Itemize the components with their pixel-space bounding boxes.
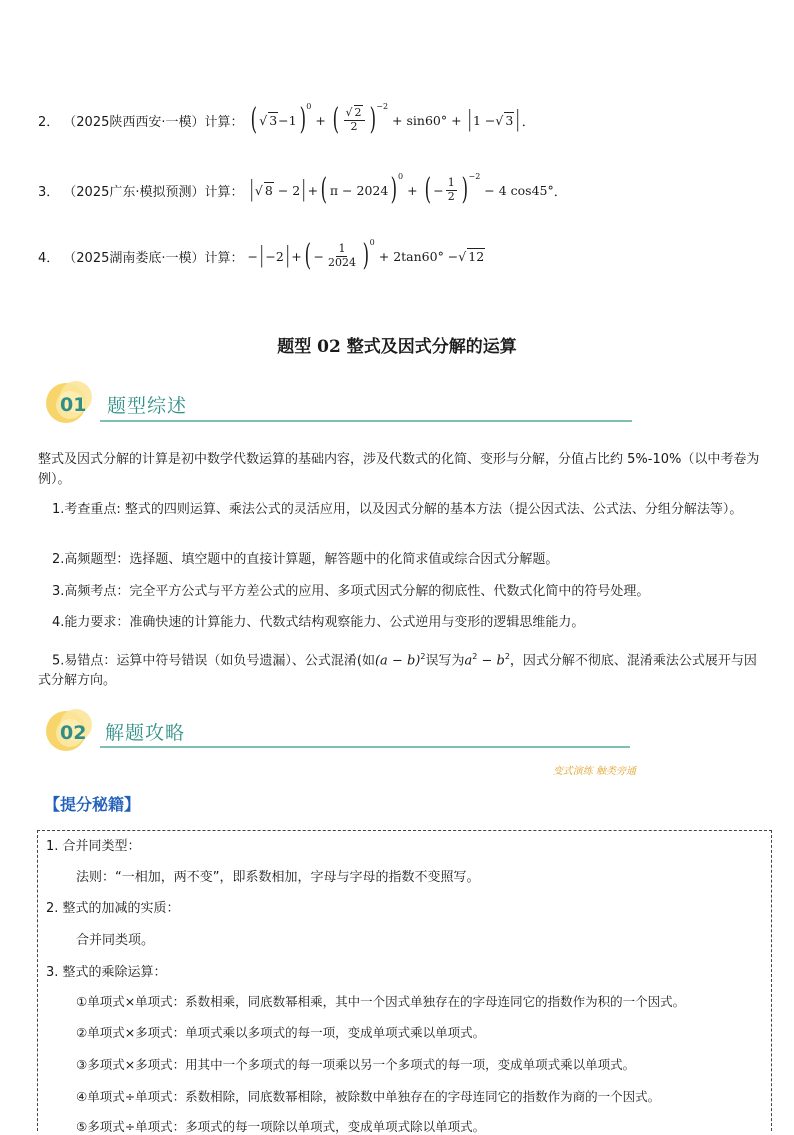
page-title: 题型 02 整式及因式分解的运算 xyxy=(277,337,517,357)
question-expression: ( √ 3 −1 ) 0 + ( $\frac{√ 2}{2}$ ) −2 + sin60° + | 1 − √ 3 | xyxy=(250,101,520,137)
question-2: 2． （2025陕西西安·一模）计算： ( √ 3 −1 ) 0 + ( $\frac{√ 2}{2}$ ) −2 + sin60° + | 1 − √ 3 | ． xyxy=(38,101,535,137)
tip-heading: 2. 整式的加减的实质： xyxy=(46,901,180,916)
section-divider xyxy=(100,420,632,422)
tip-rule: ④单项式÷单项式：系数相除，同底数幂相除，被除数中单独存在的字母连同它的指数作为商的一个因式。 xyxy=(76,1089,661,1104)
overview-point: 3.高频考点：完全平方公式与平方差公式的应用、多项式因式分解的彻底性、代数式化简中的符号处理。 xyxy=(52,584,650,599)
tip-heading: 3. 整式的乘除运算： xyxy=(46,965,167,980)
tips-box xyxy=(37,830,772,1134)
question-number: 2． xyxy=(38,114,60,130)
section-hint: 变式演练 触类旁通 xyxy=(552,766,636,777)
tip-rule: ③多项式×多项式：用其中一个多项式的每一项乘以另一个多项式的每一项，变成单项式乘以单项式。 xyxy=(76,1057,636,1072)
section-number: 02 xyxy=(60,722,87,744)
question-4 xyxy=(38,236,485,276)
question-source: （2025广东·模拟预测）计算： xyxy=(63,184,244,200)
tip-detail: 合并同类项。 xyxy=(76,933,155,948)
question-source: （2025湖南娄底·一模）计算： xyxy=(63,250,244,266)
overview-intro: 整式及因式分解的计算是初中数学代数运算的基础内容，涉及代数式的化简、变形与分解，分值占比约 5%-10%（以中考卷为例）。 xyxy=(38,452,760,487)
tips-title: 【提分秘籍】 xyxy=(44,795,141,814)
tip-heading: 1. 合并同类型： xyxy=(46,839,141,854)
section-label: 题型综述 xyxy=(107,395,188,417)
question-number: 3． xyxy=(38,184,60,200)
tip-rule: ①单项式×单项式：系数相乘，同底数幂相乘，其中一个因式单独存在的字母连同它的指数作为积的一个因式。 xyxy=(76,994,686,1009)
question-source: （2025陕西西安·一模）计算： xyxy=(63,114,244,130)
question-expression: | √ 8 − 2 | + ( π − 2024 ) 0 + ( − $\frac{1}{2}$ ) −2 − 4 cos45° xyxy=(249,171,554,207)
overview-point: 4.能力要求：准确快速的计算能力、代数式结构观察能力、公式逆用与变形的逻辑思维能力。 xyxy=(52,615,585,630)
overview-point: 1.考查重点: 整式的四则运算、乘法公式的灵活应用，以及因式分解的基本方法（提公因式法、公式法、分组分解法等）。 xyxy=(52,502,743,517)
section-label: 解题攻略 xyxy=(105,722,186,744)
tip-rule: ⑤多项式÷单项式：多项式的每一项除以单项式，变成单项式除以单项式。 xyxy=(76,1119,486,1134)
question-number: 4． xyxy=(38,250,60,266)
section-divider xyxy=(100,746,630,748)
tip-detail: 法则：“一相加，两不变”，即系数相加，字母与字母的指数不变照写。 xyxy=(76,870,480,885)
question-3: 3． （2025广东·模拟预测）计算： | √ 8 − 2 | + ( π − 2024 ) 0 + ( − $\frac{1}{2}$ ) −2 − 4 cos45° ． xyxy=(38,171,567,207)
overview-point: 2.高频题型：选择题、填空题中的直接计算题，解答题中的化简求值或综合因式分解题。 xyxy=(52,552,559,567)
tip-rule: ②单项式×多项式：单项式乘以多项式的每一项，变成单项式乘以单项式。 xyxy=(76,1025,486,1040)
section-number: 01 xyxy=(60,394,87,416)
question-expression: − | −2 | + ( − $\frac{1}{2024}$ ) 0 + 2tan60° − √ 12 xyxy=(247,237,485,273)
overview-point: 5.易错点：运算中符号错误（如负号遗漏）、公式混淆(如$(a - b)^2$误写为$a^2 - b^2$，因式分解不彻底、混淆乘法公式展开与因式分解方向。 xyxy=(38,652,757,689)
